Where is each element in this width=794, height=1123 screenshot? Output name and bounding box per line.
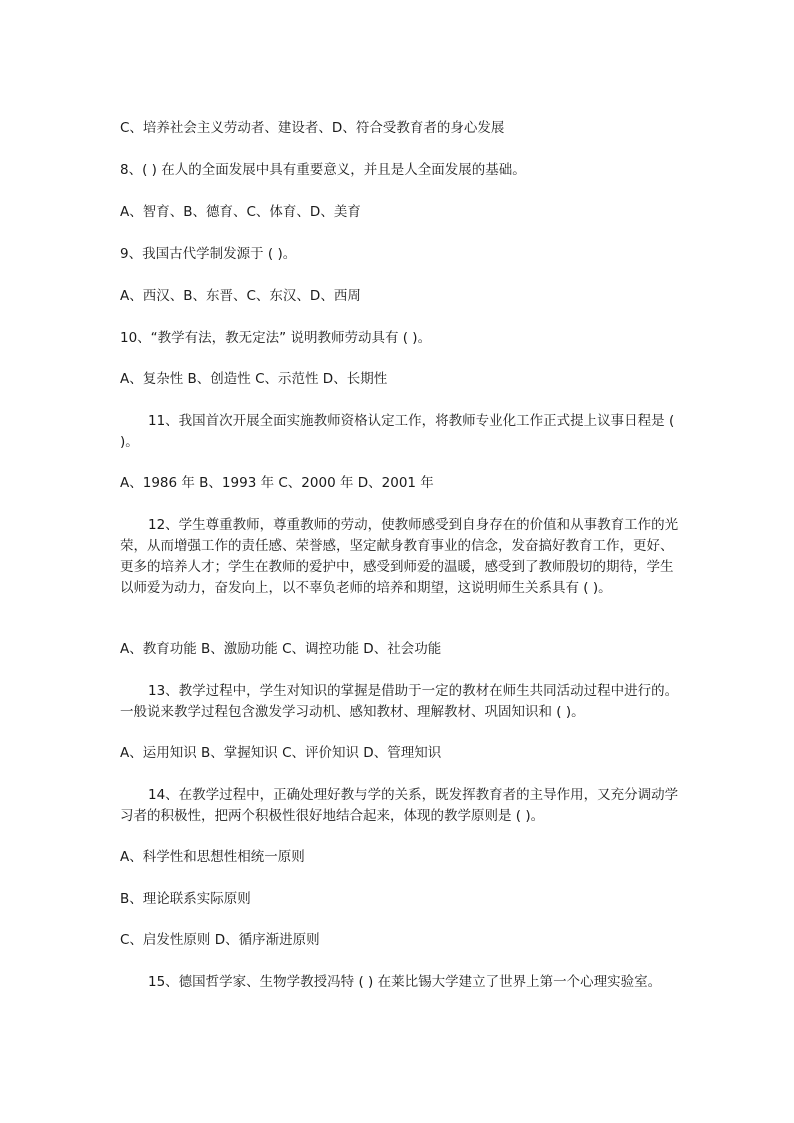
options-13: A、运用知识 B、掌握知识 C、评价知识 D、管理知识 [120,745,442,761]
options-10: A、复杂性 B、创造性 C、示范性 D、长期性 [120,371,388,387]
question-12: 12、学生尊重教师，尊重教师的劳动，使教师感受到自身存在的价值和从事教育工作的光荣，从而增强工作的责任感、荣誉感，坚定献身教育事业的信念，发奋搞好教育工作，更好、更多的培养人才；学生在教师的爱护中，感受到师爱的温暖，感受到了教师殷切的期待，学生以师爱为动力，奋发向上，以不辜负老师的培养和期望，这说明师生关系具有 ( )。 [120,517,679,596]
options-12: A、教育功能 B、激励功能 C、调控功能 D、社会功能 [120,641,442,657]
question-14: 14、在教学过程中，正确处理好教与学的关系，既发挥教育者的主导作用，又充分调动学习者的积极性，把两个积极性很好地结合起来，体现的教学原则是 ( )。 [120,787,679,824]
option-14a: A、科学性和思想性相统一原则 [120,849,305,865]
options-8: A、智育、B、德育、C、体育、D、美育 [120,204,361,220]
options-11: A、1986 年 B、1993 年 C、2000 年 D、2001 年 [120,475,434,491]
question-9: 9、我国古代学制发源于 ( )。 [120,246,297,262]
question-10: 10、“教学有法，教无定法” 说明教师劳动具有 ( )。 [120,330,432,346]
option-14b: B、理论联系实际原则 [120,891,251,907]
question-13: 13、教学过程中，学生对知识的掌握是借助于一定的教材在师生共同活动过程中进行的。一般说来教学过程包含激发学习动机、感知教材、理解教材、巩固知识和 ( )。 [120,683,679,720]
options-9: A、西汉、B、东晋、C、东汉、D、西周 [120,288,361,304]
question-15: 15、德国哲学家、生物学教授冯特 ( ) 在莱比锡大学建立了世界上第一个心理实验室。 [148,974,662,990]
question-11: 11、我国首次开展全面实施教师资格认定工作，将教师专业化工作正式提上议事日程是 ( )。 [120,413,675,450]
option-14cd: C、启发性原则 D、循序渐进原则 [120,932,320,948]
question-8: 8、( ) 在人的全面发展中具有重要意义，并且是人全面发展的基础。 [120,162,526,178]
option-line-7c: C、培养社会主义劳动者、建设者、D、符合受教育者的身心发展 [120,120,505,136]
